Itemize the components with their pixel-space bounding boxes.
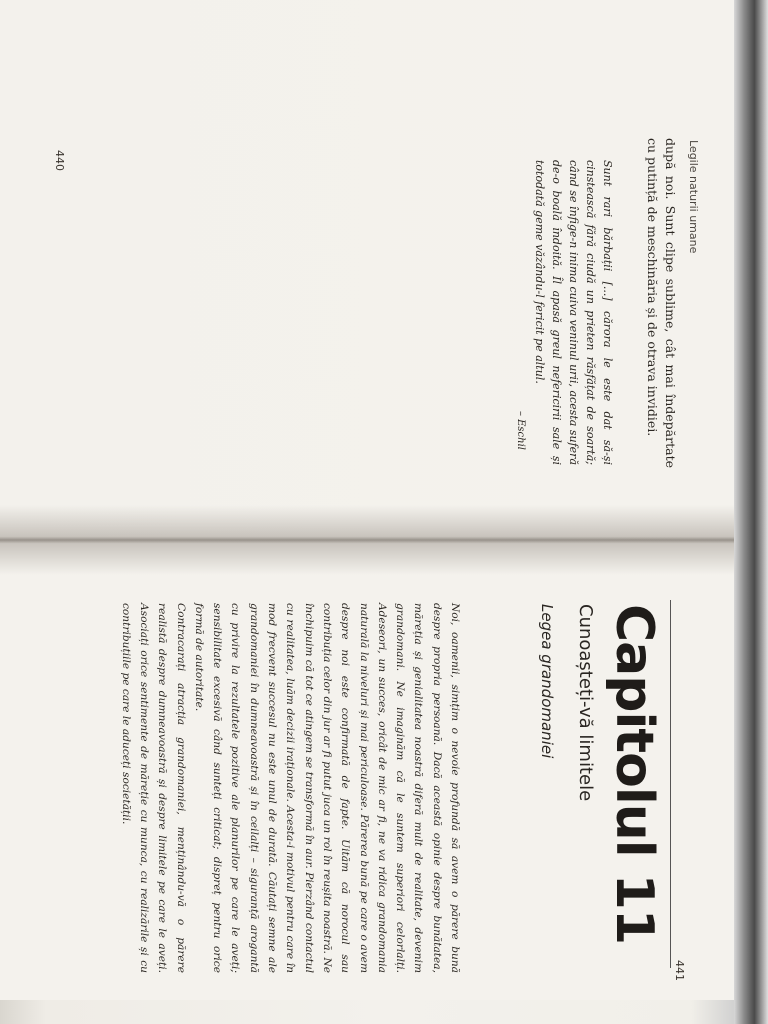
epigraph-author: – Eschil (515, 410, 526, 450)
left-body-text: după noi. Sunt clipe sublime, cât mai îndepărtate cu putință de meschinăria și de otrava invidiei. (645, 138, 678, 468)
chapter-body (116, 603, 464, 973)
page-number-right: 441 (673, 960, 686, 981)
page-number-left: 440 (53, 150, 66, 171)
book-gutter (0, 505, 734, 575)
chapter-title: Capitolul 11 (604, 604, 664, 945)
chapter-rule (670, 600, 671, 968)
epigraph: Sunt rari bărbații [...] cărora le este dat să-și cinstească fără ciudă un prieten răsfățat de soartă; când se înfige-n inima cuiva veninul urii, acesta suferă de-o boală îndoită. Îl apasă greul nefericirii sale și totodată geme văzându-l fericit pe altul. (533, 160, 614, 465)
body-paragraph: Noi, oamenii, simțim o nevoie profundă să avem o părere bună despre propria persoană. Dacă această opinie despre bunătatea, măreția și genialitatea noastră diferă mult de realitate, devenim grandomani. Ne imaginăm că le suntem superiori celorlalți. Adeseori, un succes, oricât de mic ar fi, ne va ridica grandomania naturală la niveluri și mai periculoase. Părerea bună pe care o avem despre noi este confirmată de fapte. Uităm că norocul sau contribuția celor din jur ar fi putut juca un rol în reușita noastră. Ne închipuim că tot ce atingem se transformă în aur. Pierzând contactul cu realitatea, luăm decizii iraționale. Acesta-i motivul pentru care în mod frecvent succesul nu este unul de durată. Căutați semne ale grandomaniei în dumneavoastră și în ceilalți – siguranță arogantă cu privire la rezultatele pozitive ale planurilor pe care le aveți; sensibilitate excesivă când sunteți criticat; dispreț pentru orice formă de autoritate. (192, 603, 461, 973)
scanner-edge (734, 0, 768, 1024)
law-name: Legea grandomaniei (538, 604, 556, 759)
body-paragraph: Contracarați atracția grandomaniei, menținându-vă o părere realistă despre dumneavoastră și despre limitele pe care le aveți. Asociați orice sentimente de măreție cu munca, cu realizările și cu contribuțiile pe care le aduceți societății. (119, 603, 187, 973)
chapter-subtitle: Cunoașteți-vă limitele (575, 604, 596, 802)
running-head: Legile naturii umane (687, 140, 700, 254)
